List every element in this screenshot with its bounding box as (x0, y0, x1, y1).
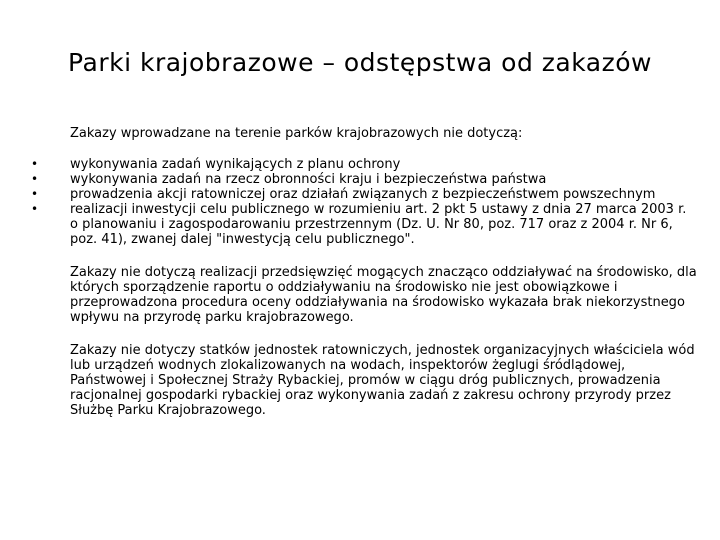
list-item-text: wykonywania zadań wynikających z planu ochrony (70, 157, 401, 172)
bullet-icon: • (31, 202, 39, 216)
bullet-icon: • (31, 157, 39, 171)
bullet-icon: • (31, 172, 39, 186)
list-item (28, 172, 698, 187)
list-item (28, 157, 698, 172)
bullet-icon: • (31, 187, 39, 201)
slide-title: Parki krajobrazowe – odstępstwa od zakazów (68, 48, 652, 77)
intro-text: Zakazy wprowadzane na terenie parków krajobrazowych nie dotyczą: (70, 126, 523, 141)
list-item-text: realizacji inwestycji celu publicznego w rozumieniu art. 2 pkt 5 ustawy z dnia 27 marca 2003 r. o planowaniu i zagospodarowaniu przestrzennym (Dz. U. Nr 80, poz. 717 oraz z 2004 r. Nr 6, poz. 41), zwanej dalej "inwestycją celu publicznego". (70, 202, 687, 247)
list-item (28, 202, 698, 247)
exemptions-list (28, 157, 698, 247)
list-item-text: wykonywania zadań na rzecz obronności kraju i bezpieczeństwa państwa (70, 172, 547, 187)
slide-body (28, 126, 698, 418)
paragraph-environmental-projects: Zakazy nie dotyczą realizacji przedsięwzięć mogących znacząco oddziaływać na środowisko, dla których sporządzenie raportu o oddziaływaniu na środowisko nie jest obowiązkowe i przeprowadzona procedura oceny oddziaływania na środowisko wykazała brak niekorzystnego wpływu na przyrodę parku krajobrazowego. (70, 265, 697, 325)
list-item-text: prowadzenia akcji ratowniczej oraz działań związanych z bezpieczeństwem powszechnym (70, 187, 656, 202)
list-item (28, 187, 698, 202)
paragraph-rescue-vessels: Zakazy nie dotyczy statków jednostek ratowniczych, jednostek organizacyjnych właściciela wód lub urządzeń wodnych zlokalizowanych na wodach, inspektorów żeglugi śródlądowej, Państwowej i Społecznej Straży Rybackiej, promów w ciągu dróg publicznych, prowadzenia racjonalnej gospodarki rybackiej oraz wykonywania zadań z zakresu ochrony przyrody przez Służbę Parku Krajobrazowego. (70, 343, 695, 418)
